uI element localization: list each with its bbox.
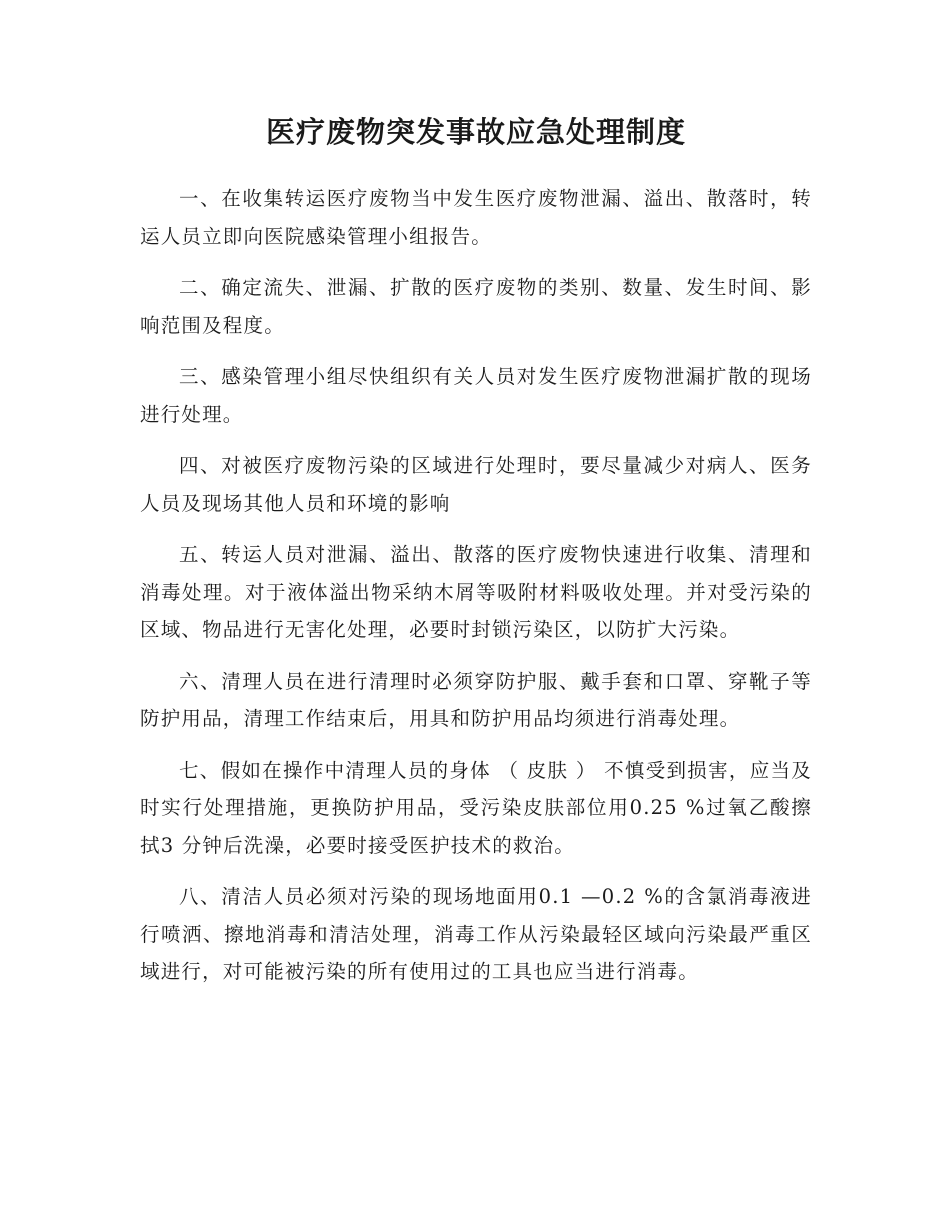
paragraph-8: 八、清洁人员必须对污染的现场地面用0.1 —0.2 %的含氯消毒液进行喷洒、擦地消毒和清洁处理，消毒工作从污染最轻区域向污染最严重区域进行，对可能被污染的所有使用过的工具也应当进行消毒。 [140, 885, 812, 983]
paragraph-7: 七、假如在操作中清理人员的身体 （ 皮肤 ） 不慎受到损害，应当及时实行处理措施，更换防护用品，受污染皮肤部位用0.25 %过氧乙酸擦拭3 分钟后洗澡，必要时接受医护技术的救治。 [140, 758, 812, 857]
paragraph-4: 四、对被医疗废物污染的区域进行处理时，要尽量减少对病人、医务人员及现场其他人员和环境的影响 [140, 454, 812, 515]
paragraph-2: 二、确定流失、泄漏、扩散的医疗废物的类别、数量、发生时间、影响范围及程度。 [140, 276, 812, 337]
paragraph-6: 六、清理人员在进行清理时必须穿防护服、戴手套和口罩、穿靴子等防护用品，清理工作结束后，用具和防护用品均须进行消毒处理。 [140, 669, 812, 730]
paragraph-1: 一、在收集转运医疗废物当中发生医疗废物泄漏、溢出、散落时，转运人员立即向医院感染管理小组报告。 [140, 187, 812, 248]
document-title: 医疗废物突发事故应急处理制度 [265, 115, 686, 149]
paragraph-3: 三、感染管理小组尽快组织有关人员对发生医疗废物泄漏扩散的现场进行处理。 [140, 365, 812, 426]
document-page [140, 108, 812, 1005]
paragraph-5: 五、转运人员对泄漏、溢出、散落的医疗废物快速进行收集、清理和消毒处理。对于液体溢出物采纳木屑等吸附材料吸收处理。并对受污染的区域、物品进行无害化处理，必要时封锁污染区，以防扩大污染。 [140, 543, 812, 641]
